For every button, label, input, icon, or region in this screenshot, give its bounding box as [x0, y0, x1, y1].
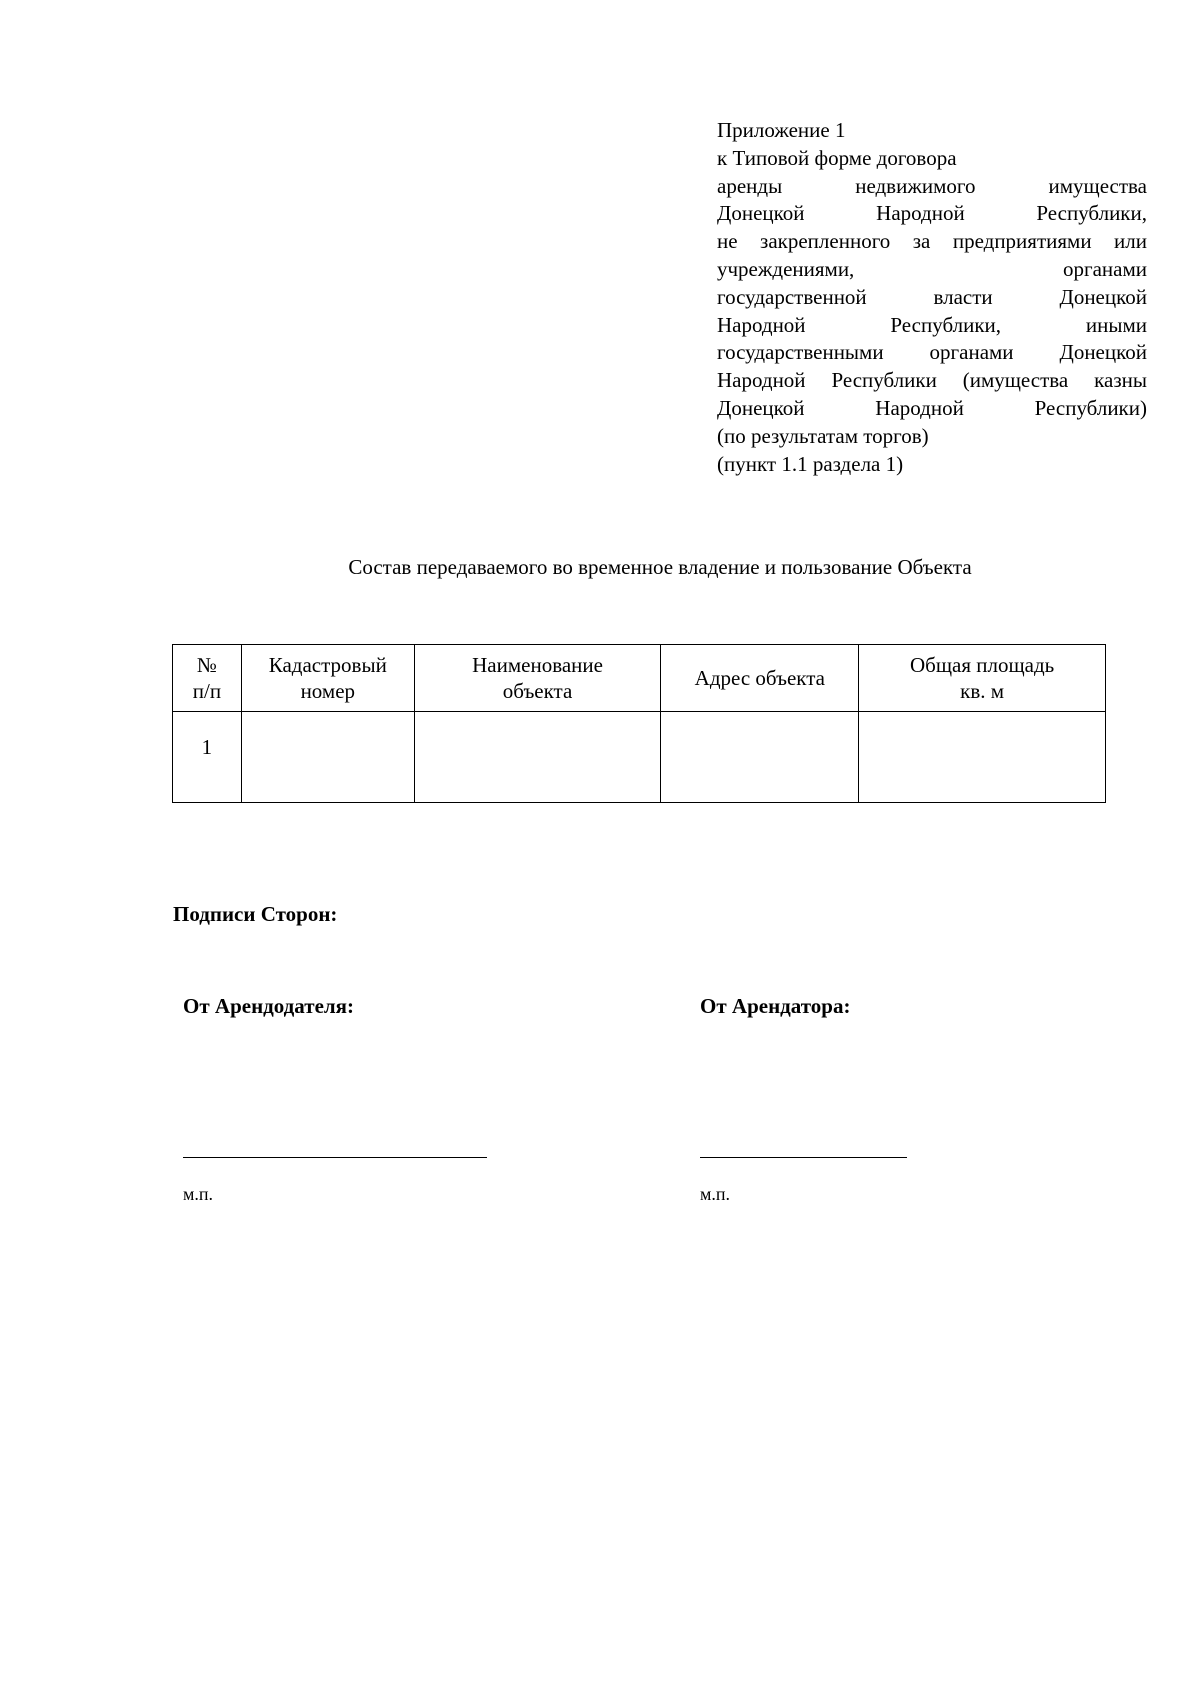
appendix-line: государственными органами Донецкой [717, 340, 1147, 365]
header-cell-area [859, 645, 1106, 712]
appendix-line: (по результатам торгов) [717, 423, 929, 448]
table-cell [859, 712, 1106, 803]
header-cell-number [173, 645, 242, 712]
appendix-line: Народной Республики, иными [717, 312, 1147, 337]
appendix-line: не закрепленного за предприятиями или [717, 229, 1147, 254]
header-text: № п/п [192, 653, 222, 703]
header-text: Наименование объекта [472, 653, 603, 703]
table-cell [241, 712, 414, 803]
landlord-label: От Арендодателя: [183, 994, 355, 1018]
header-text: Адрес объекта [694, 666, 825, 690]
appendix-line: аренды недвижимого имущества [717, 173, 1147, 198]
appendix-line: Донецкой Народной Республики, [717, 201, 1147, 226]
appendix-line: учреждениями, органами [717, 256, 1147, 281]
table-cell [661, 712, 859, 803]
table-header-row [173, 645, 1106, 712]
appendix-line: Приложение 1 [717, 118, 846, 142]
appendix-line: Донецкой Народной Республики) [717, 395, 1147, 420]
appendix-line: государственной власти Донецкой [717, 284, 1147, 309]
table-cell [414, 712, 661, 803]
signatures-heading: Подписи Сторон: [173, 902, 338, 926]
tenant-signature-line [700, 1157, 907, 1158]
header-cell-address [661, 645, 859, 712]
table-cell: 1 [173, 712, 242, 803]
landlord-signature-line [183, 1157, 487, 1158]
objects-table [172, 644, 1106, 803]
tenant-label: От Арендатора: [700, 994, 851, 1018]
tenant-seal-mark: м.п. [700, 1184, 731, 1204]
header-text: Общая площадь кв. м [910, 653, 1055, 703]
document-title: Состав передаваемого во временное владение и пользование Объекта [348, 555, 972, 579]
table-row [173, 712, 1106, 803]
appendix-line: к Типовой форме договора [717, 145, 957, 170]
landlord-seal-mark: м.п. [183, 1184, 214, 1204]
appendix-block [717, 117, 1147, 478]
header-text: Кадастровый номер [268, 653, 387, 703]
header-cell-cadastral [241, 645, 414, 712]
header-cell-name [414, 645, 661, 712]
appendix-line: Народной Республики (имущества казны [717, 368, 1147, 393]
appendix-line: (пункт 1.1 раздела 1) [717, 451, 904, 476]
